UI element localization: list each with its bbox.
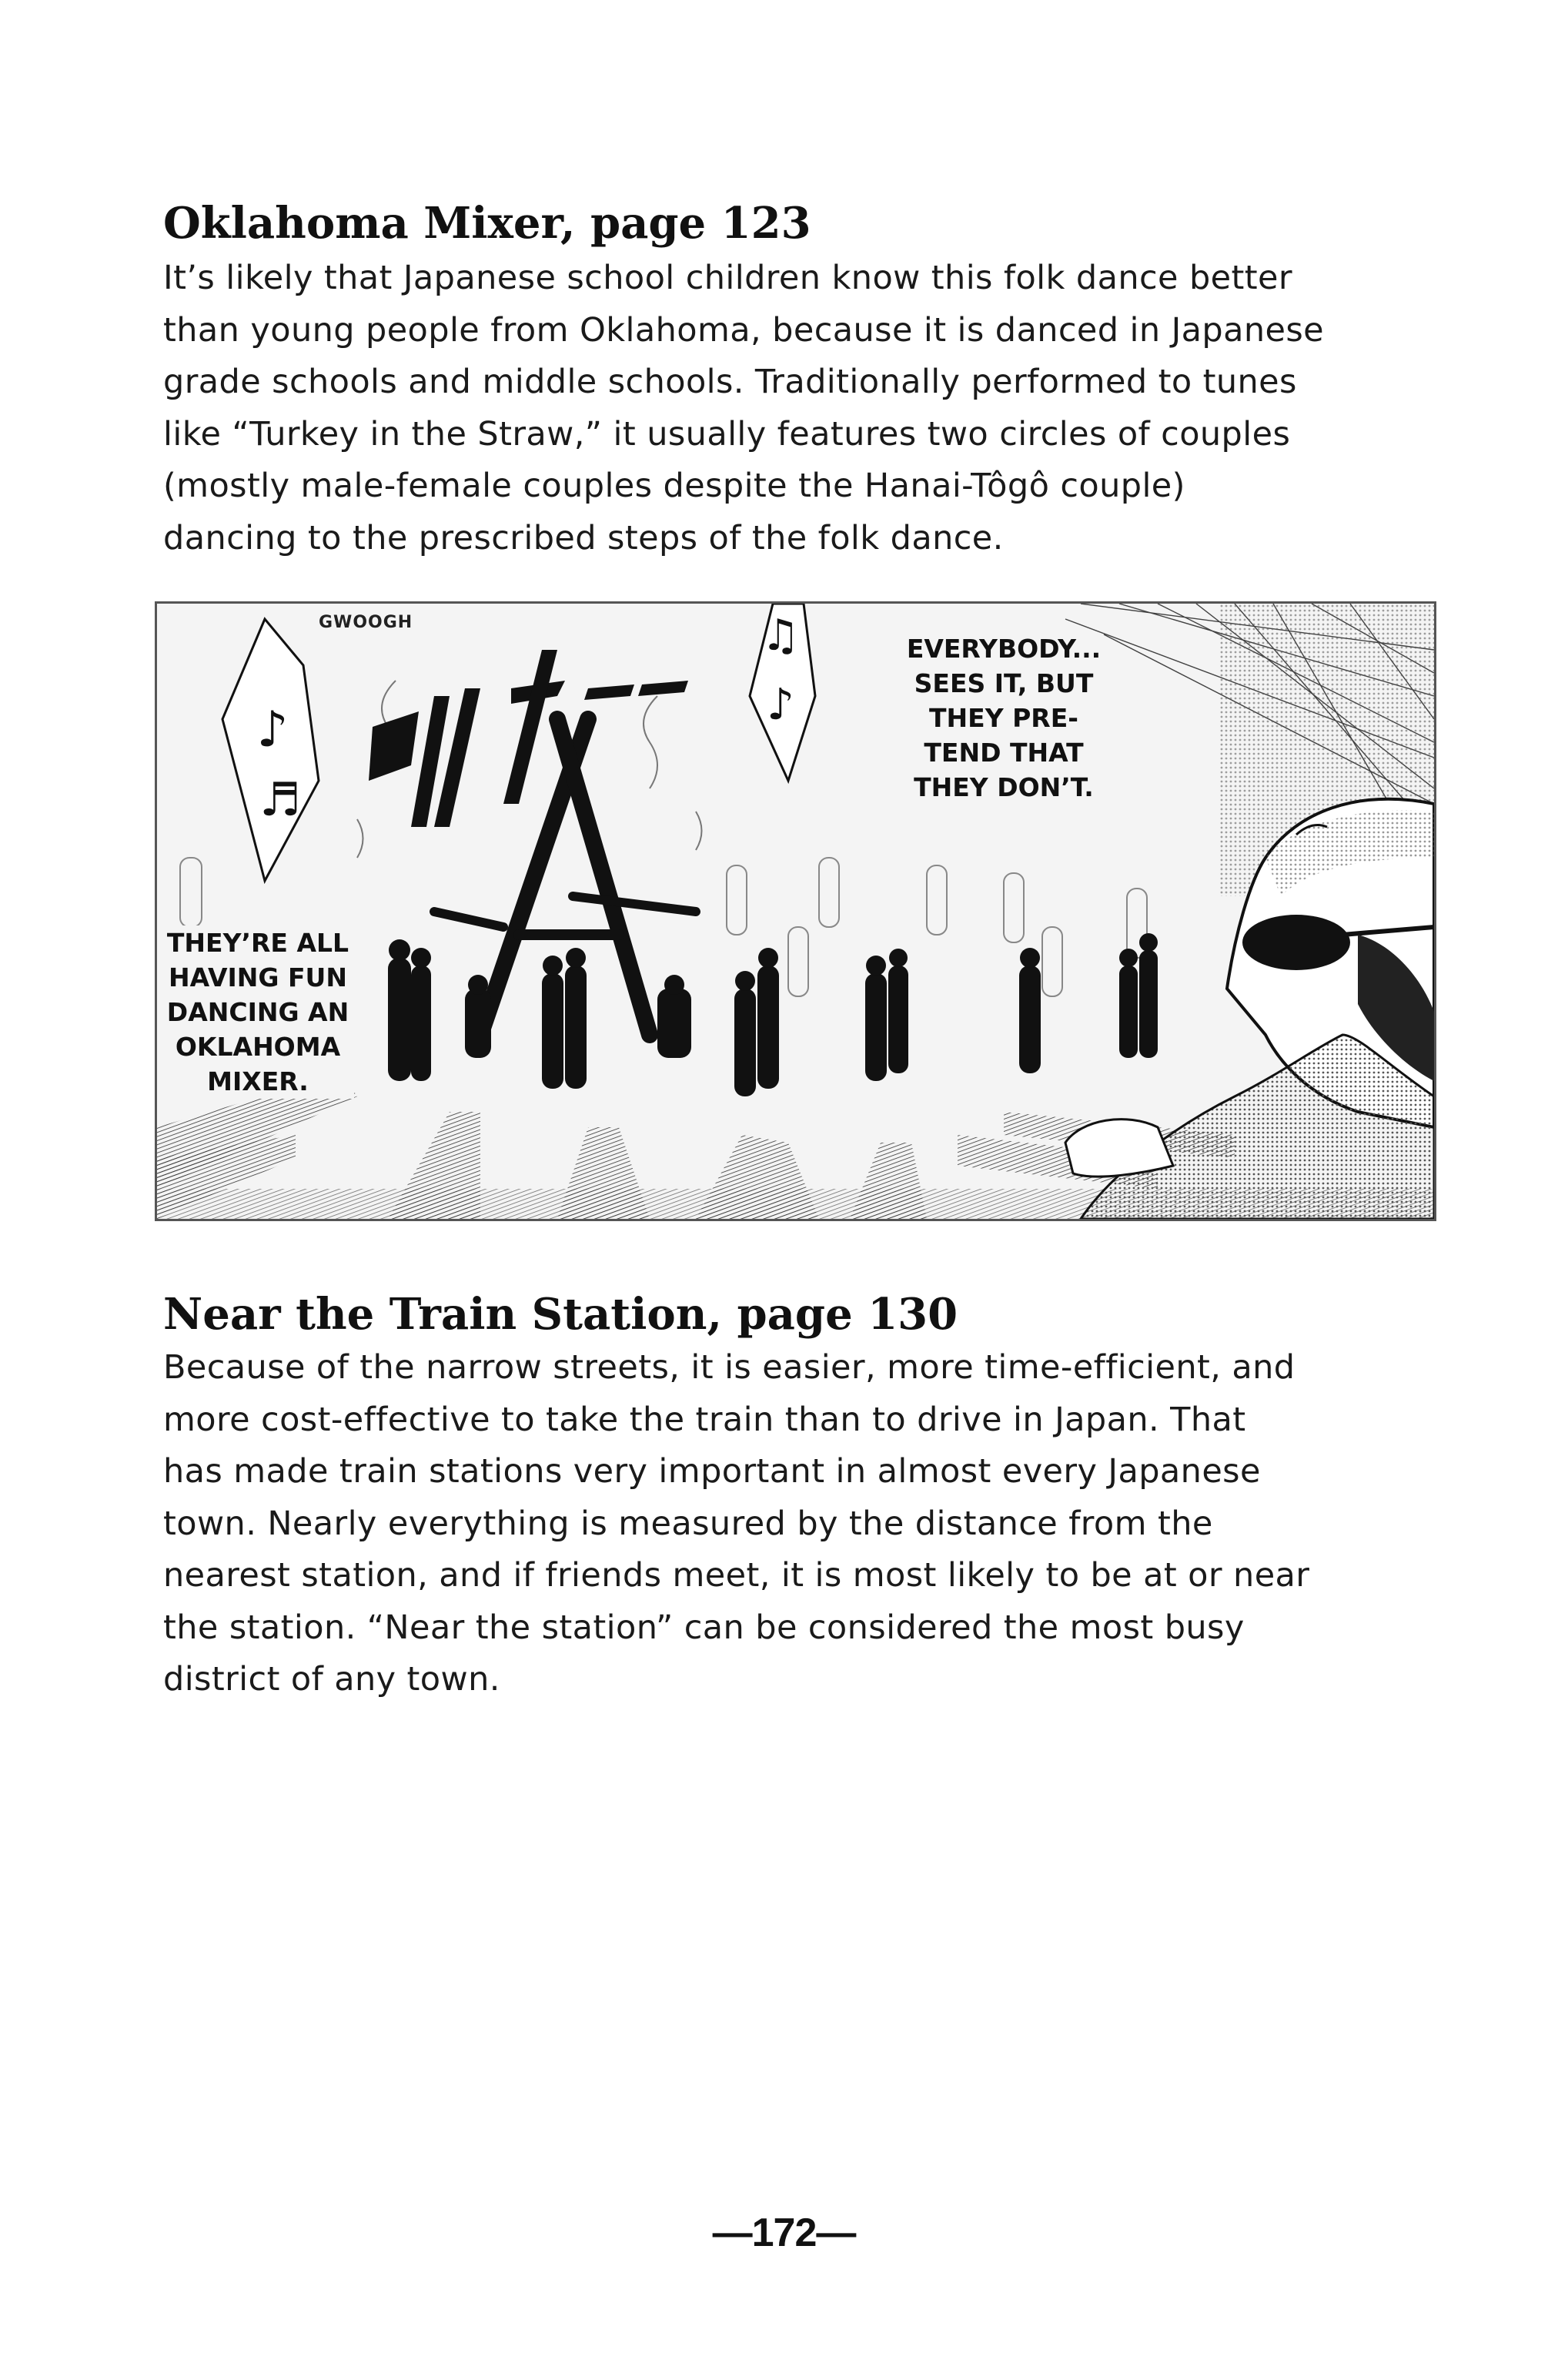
narration-line: THEY PRE- — [929, 703, 1078, 733]
body-line: than young people from Oklahoma, because it is danced in Japanese — [163, 310, 1325, 350]
narration-line: OKLAHOMA — [175, 1032, 341, 1062]
body-line: more cost-effective to take the train than to drive in Japan. That — [163, 1400, 1246, 1439]
body-line: town. Nearly everything is measured by the distance from the — [163, 1504, 1213, 1543]
narration-line: EVERYBODY... — [906, 634, 1102, 664]
sound-effect-label: GWOOGH — [319, 613, 413, 632]
body-line: has made train stations very important in almost every Japanese — [163, 1452, 1261, 1491]
body-line: the station. “Near the station” can be considered the most busy — [163, 1608, 1245, 1647]
body-line: (mostly male-female couples despite the Hanai-Tôgô couple) — [163, 467, 1185, 505]
body-line: It’s likely that Japanese school children know this folk dance better — [163, 259, 1292, 297]
narration-line: DANCING AN — [166, 997, 349, 1027]
narration-line: THEY DON’T. — [914, 772, 1094, 802]
body-line: nearest station, and if friends meet, it is most likely to be at or near — [163, 1556, 1310, 1595]
music-note-icon: ♪ — [256, 701, 289, 758]
body-line: grade schools and middle schools. Traditionally performed to tunes — [163, 363, 1297, 401]
manga-panel-artwork — [157, 604, 1434, 1219]
manga-panel — [155, 601, 1436, 1221]
music-note-icon: ♬ — [259, 773, 301, 827]
section-body-oklahoma-mixer — [163, 253, 1426, 564]
body-line: like “Turkey in the Straw,” it usually features two circles of couples — [163, 414, 1291, 454]
narration-line: SEES IT, BUT — [914, 668, 1094, 698]
narration-line: TEND THAT — [924, 738, 1084, 768]
page-number: —172— — [712, 2211, 856, 2255]
music-note-icon: ♫ — [761, 611, 801, 661]
sound-effect-japanese — [450, 719, 453, 720]
narration-left — [162, 925, 354, 1099]
narration-right — [881, 631, 1127, 805]
narration-line: HAVING FUN — [169, 962, 347, 992]
section-body-near-train-station — [163, 1342, 1426, 1706]
section-heading-near-train-station: Near the Train Station, page 130 — [163, 1289, 958, 1340]
music-note-icon: ♪ — [767, 680, 794, 730]
body-line: dancing to the prescribed steps of the folk dance. — [163, 518, 1004, 557]
section-heading-oklahoma-mixer: Oklahoma Mixer, page 123 — [163, 198, 811, 249]
body-line: district of any town. — [163, 1660, 500, 1699]
narration-line: THEY’RE ALL — [166, 928, 349, 958]
body-line: Because of the narrow streets, it is easier, more time-efficient, and — [163, 1348, 1296, 1387]
narration-line: MIXER. — [207, 1066, 309, 1096]
